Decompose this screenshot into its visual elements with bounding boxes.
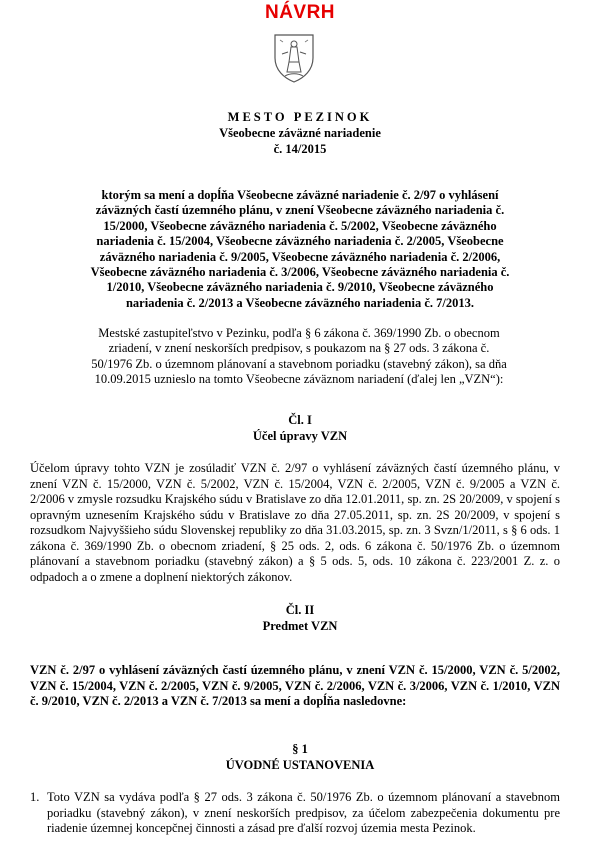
list-item-number: 1. [30, 790, 40, 804]
article-2-title: Predmet VZN [262, 619, 338, 633]
article-1-number: Čl. I [288, 413, 312, 427]
list-item-text: Toto VZN sa vydáva podľa § 27 ods. 3 zákona č. 50/1976 Zb. o územnom plánovaní a stavebnom poriadku (stavebný zákon), v znení neskorších predpisov, za účelom zabezpečenia dokumentu pre riadenie územnej koncepčnej činnosti a zásad pre ďalší rozvoj územia mesta Pezinok. [47, 790, 560, 835]
draft-label: NÁVRH [264, 2, 336, 23]
coat-of-arms-icon [272, 32, 316, 84]
section-1-number: § 1 [292, 742, 308, 756]
document-type: Všeobecne záväzné nariadenie [219, 126, 381, 140]
article-1-text: Účelom úpravy tohto VZN je zosúladiť VZN č. 2/97 o vyhlásení záväzných častí územného plánu, v znení VZN č. 15/2000, VZN č. 5/2002, VZN č. 15/2004, VZN č. 2/2005, VZN č. 9/2005 a VZN č. 2/2006 v zmysle rozsudku Krajského súdu v Bratislave zo dňa 12.01.2011, sp. zn. 2S 20/2009, v spojení s opravným uznesením Krajského súdu v Bratislave zo dňa 27.05.2011, sp. zn. 2S 20/2009, v spojení s rozsudkom Najvyššieho súdu Slovenskej republiky zo dňa 31.03.2015, sp. zn. 3 Svzn/1/2011, s § 6 ods. 1 zákona č. 369/1990 Zb. o obecnom zriadení, § 25 ods. 2, ods. 6 zákona č. 50/1976 Zb. o územnom plánovaní a stavebnom poriadku (stavebný zákon) a § 5 ods. 5, ods. 10 zákona č. 223/2001 Z. z. o odpadoch a o zmene a doplnení niektorých zákonov. [30, 461, 560, 584]
list-item [30, 790, 560, 837]
article-2-text: VZN č. 2/97 o vyhlásení záväzných častí územného plánu, v znení VZN č. 15/2000, VZN č. 5/2002, VZN č. 15/2004, VZN č. 2/2005, VZN č. 9/2005, VZN č. 2/2006, VZN č. 3/2006, VZN č. 1/2010, VZN č. 9/2010, VZN č. 2/2013 a VZN č. 7/2013 sa mení a dopĺňa nasledovne: [30, 663, 560, 708]
article-1-title: Účel úpravy VZN [252, 429, 348, 443]
intro-paragraph: Mestské zastupiteľstvo v Pezinku, podľa § 6 zákona č. 369/1990 Zb. o obecnom zriadení, v znení neskorších predpisov, s poukazom na § 27 ods. 3 zákona č. 50/1976 Zb. o územnom plánovaní a stavebnom poriadku (stavebný zákon), sa dňa 10.09.2015 uznieslo na tomto Všeobecne záväznom nariadení (ďalej len „VZN“): [91, 326, 507, 387]
document-number: č. 14/2015 [273, 142, 327, 156]
city-name: MESTO PEZINOK [227, 110, 373, 124]
section-1-title: ÚVODNÉ USTANOVENIA [225, 758, 375, 772]
preamble: ktorým sa mení a dopĺňa Všeobecne záväzné nariadenie č. 2/97 o vyhlásení záväzných častí územného plánu, v znení Všeobecne záväzného nariadenia č. 15/2000, Všeobecne záväzného nariadenia č. 5/2002, Všeobecne záväzného nariadenia č. 15/2004, Všeobecne záväzného nariadenia č. 2/2005, Všeobecne záväzného nariadenia č. 9/2005, Všeobecne záväzného nariadenia č. 2/2006, Všeobecne záväzného nariadenia č. 3/2006, Všeobecne záväzného nariadenia č. 1/2010, Všeobecne záväzného nariadenia č. 9/2010, Všeobecne záväzného nariadenia č. 2/2013 a Všeobecne záväzného nariadenia č. 7/2013. [90, 188, 510, 310]
article-2-number: Čl. II [285, 603, 315, 617]
